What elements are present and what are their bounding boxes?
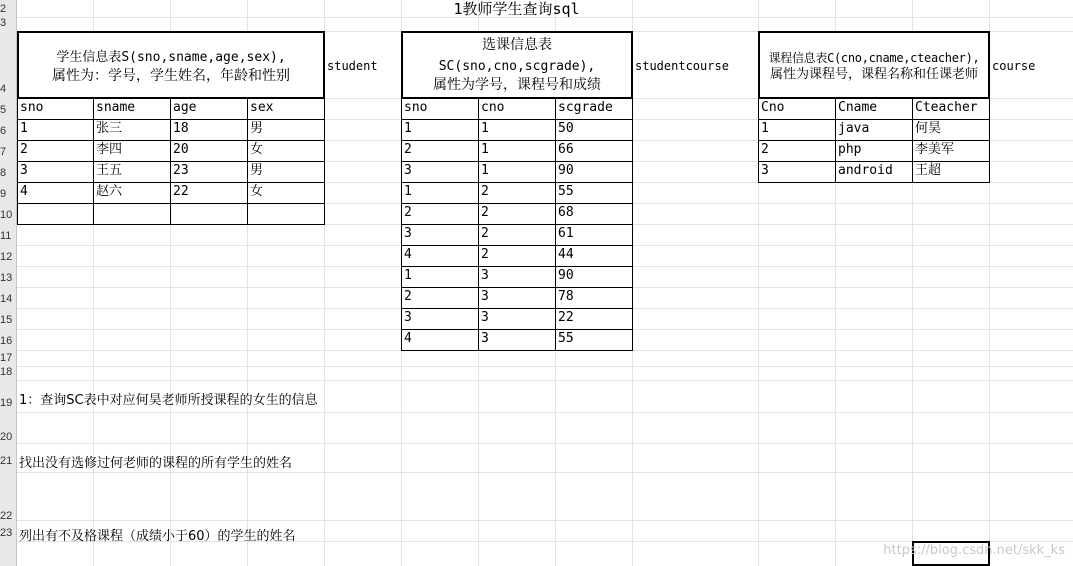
sc-header-cno[interactable]: cno	[478, 98, 556, 120]
sc-header-sno[interactable]: sno	[401, 98, 479, 120]
table-cell[interactable]: 1	[401, 119, 479, 141]
table-cell[interactable]: android	[835, 161, 913, 183]
table-cell[interactable]: 2	[17, 140, 94, 162]
row-number[interactable]: 10	[0, 209, 13, 221]
table-cell[interactable]: 4	[401, 329, 479, 351]
table-cell[interactable]: 3	[758, 161, 836, 183]
row-number[interactable]: 8	[0, 167, 7, 179]
table-cell[interactable]: 44	[555, 245, 633, 267]
row-number[interactable]: 13	[0, 272, 13, 284]
table-cell[interactable]: 1	[478, 161, 556, 183]
table-cell[interactable]	[93, 203, 171, 225]
course-header-cteacher[interactable]: Cteacher	[912, 98, 990, 120]
course-table-title-line1: 课程信息表C(cno,cname,cteacher),	[768, 51, 980, 65]
student-table-title-line2: 属性为：学号，学生姓名，年龄和性别	[52, 68, 290, 84]
course-header-cno[interactable]: Cno	[758, 98, 836, 120]
table-cell[interactable]: 23	[170, 161, 248, 183]
row-number[interactable]: 14	[0, 293, 13, 305]
table-cell[interactable]: 何昊	[912, 119, 990, 141]
row-number[interactable]: 5	[0, 104, 7, 116]
row-number[interactable]: 4	[0, 83, 7, 95]
table-cell[interactable]: 61	[555, 224, 633, 246]
table-cell[interactable]: 78	[555, 287, 633, 309]
table-cell[interactable]: 22	[170, 182, 248, 204]
sc-table-title-box[interactable]	[401, 31, 633, 99]
table-cell[interactable]: 李美军	[912, 140, 990, 162]
table-cell[interactable]: 4	[401, 245, 479, 267]
table-cell[interactable]: 2	[478, 245, 556, 267]
student-header-age[interactable]: age	[170, 98, 248, 120]
table-cell[interactable]: 3	[17, 161, 94, 183]
student-side-label[interactable]: student	[327, 59, 378, 73]
table-cell[interactable]: 1	[758, 119, 836, 141]
table-cell[interactable]: 18	[170, 119, 248, 141]
row-number[interactable]: 11	[0, 230, 12, 242]
table-cell[interactable]: 2	[401, 203, 479, 225]
row-number[interactable]: 9	[0, 188, 7, 200]
table-cell[interactable]: 1	[478, 140, 556, 162]
table-cell[interactable]: 20	[170, 140, 248, 162]
sc-header-scgrade[interactable]: scgrade	[555, 98, 633, 120]
row-number[interactable]: 3	[0, 17, 7, 29]
table-cell[interactable]: 张三	[93, 119, 171, 141]
table-cell[interactable]: 男	[247, 119, 325, 141]
row-number[interactable]: 17	[0, 352, 13, 364]
row-number[interactable]: 19	[0, 397, 13, 409]
table-cell[interactable]: 2	[758, 140, 836, 162]
sc-side-label[interactable]: studentcourse	[635, 59, 729, 73]
course-side-label[interactable]: course	[992, 59, 1036, 73]
row-number[interactable]: 15	[0, 314, 13, 326]
student-table-title-box[interactable]	[17, 31, 325, 99]
table-cell[interactable]: 3	[401, 224, 479, 246]
row-number[interactable]: 2	[0, 3, 7, 15]
table-cell[interactable]: php	[835, 140, 913, 162]
table-cell[interactable]: 3	[401, 308, 479, 330]
table-cell[interactable]: 3	[478, 329, 556, 351]
question-3[interactable]: 列出有不及格课程（成绩小于60）的学生的姓名	[19, 529, 296, 544]
question-2[interactable]: 找出没有选修过何老师的课程的所有学生的姓名	[19, 456, 293, 471]
table-cell[interactable]	[170, 203, 248, 225]
student-header-sex[interactable]: sex	[247, 98, 325, 120]
row-number[interactable]: 21	[0, 455, 13, 467]
row-number[interactable]: 23	[0, 527, 13, 539]
table-cell[interactable]: 50	[555, 119, 633, 141]
table-cell[interactable]: 女	[247, 182, 325, 204]
row-number[interactable]: 6	[0, 125, 7, 137]
table-cell[interactable]: 55	[555, 329, 633, 351]
row-number[interactable]: 20	[0, 431, 13, 443]
student-header-sno[interactable]: sno	[17, 98, 94, 120]
row-number[interactable]: 18	[0, 366, 13, 378]
table-cell[interactable]: 90	[555, 161, 633, 183]
table-cell[interactable]: 3	[478, 308, 556, 330]
sc-table-title-line1: 选课信息表	[482, 37, 552, 53]
table-cell[interactable]: 1	[401, 266, 479, 288]
table-cell[interactable]: 1	[401, 182, 479, 204]
table-cell[interactable]: 王超	[912, 161, 990, 183]
table-cell[interactable]: 22	[555, 308, 633, 330]
table-cell[interactable]: 66	[555, 140, 633, 162]
question-1[interactable]: 1：查询SC表中对应何昊老师所授课程的女生的信息	[19, 393, 318, 408]
table-cell[interactable]: java	[835, 119, 913, 141]
table-cell[interactable]	[17, 203, 94, 225]
student-table-title-line1: 学生信息表S(sno,sname,age,sex),	[56, 50, 286, 65]
row-number[interactable]: 22	[0, 510, 13, 522]
table-cell[interactable]: 55	[555, 182, 633, 204]
table-cell[interactable]: 2	[401, 140, 479, 162]
table-cell[interactable]: 女	[247, 140, 325, 162]
table-cell[interactable]: 3	[478, 266, 556, 288]
sc-table-title-line2: SC(sno,cno,scgrade),	[438, 59, 596, 74]
table-cell[interactable]: 90	[555, 266, 633, 288]
table-cell[interactable]: 3	[478, 287, 556, 309]
table-cell[interactable]: 1	[478, 119, 556, 141]
table-cell[interactable]: 4	[17, 182, 94, 204]
sheet-title[interactable]: 1教师学生查询sql	[453, 0, 580, 18]
table-cell[interactable]: 2	[478, 182, 556, 204]
table-cell[interactable]: 3	[401, 161, 479, 183]
table-cell[interactable]: 68	[555, 203, 633, 225]
row-number[interactable]: 12	[0, 251, 13, 263]
student-header-sname[interactable]: sname	[93, 98, 171, 120]
table-cell[interactable]	[247, 203, 325, 225]
table-cell[interactable]: 2	[401, 287, 479, 309]
sc-table-title-line3: 属性为学号，课程号和成绩	[433, 77, 601, 93]
table-cell[interactable]: 王五	[93, 161, 171, 183]
table-cell[interactable]: 赵六	[93, 182, 171, 204]
course-table-title-box[interactable]	[758, 31, 990, 99]
course-table-title-line2: 属性为课程号，课程名称和任课老师	[769, 67, 978, 82]
row-number[interactable]: 7	[0, 146, 7, 158]
table-cell[interactable]: 2	[478, 203, 556, 225]
watermark: https://blog.csdn.net/skk_ks	[883, 543, 1065, 558]
table-cell[interactable]: 2	[478, 224, 556, 246]
table-cell[interactable]: 1	[17, 119, 94, 141]
row-number[interactable]: 16	[0, 335, 13, 347]
table-cell[interactable]: 李四	[93, 140, 171, 162]
table-cell[interactable]: 男	[247, 161, 325, 183]
course-header-cname[interactable]: Cname	[835, 98, 913, 120]
